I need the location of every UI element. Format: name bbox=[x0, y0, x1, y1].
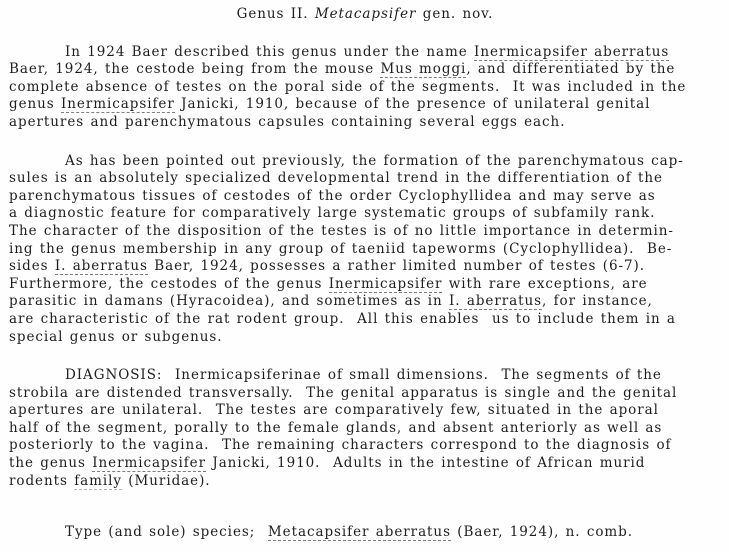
underlined-term: Inermicapsifer bbox=[61, 96, 175, 113]
text-run: are characteristic of the rat rodent group. All this enables us to include them in a bbox=[9, 310, 676, 327]
text-run: Furthermore, the cestodes of the genus bbox=[9, 275, 329, 292]
text-run: Baer, 1924, possesses a rather limited number of testes (6-7). bbox=[147, 258, 645, 275]
text-run: sules is an absolutely specialized developmental trend in the differentiation of the bbox=[9, 170, 663, 187]
text-line bbox=[9, 258, 721, 276]
underlined-term: Metacapsifer aberratus bbox=[267, 524, 451, 541]
text-run: DIAGNOSIS: Inermicapsiferinae of small dimensions. The segments of the bbox=[65, 367, 662, 384]
text-line bbox=[9, 524, 721, 542]
text-line bbox=[9, 114, 721, 132]
text-run: As has been pointed out previously, the formation of the parenchymatous cap- bbox=[65, 152, 684, 169]
text-run: , and differentiated by the bbox=[466, 61, 676, 78]
text-line bbox=[9, 96, 721, 114]
underlined-term: family bbox=[74, 472, 122, 489]
text-line bbox=[9, 79, 721, 97]
text-run: , for instance, bbox=[542, 293, 653, 310]
text-run: Janicki, 1910, because of the presence of unilateral genital bbox=[174, 96, 651, 113]
text-line bbox=[9, 61, 721, 79]
text-run: Baer, 1924, the cestode being from the mouse bbox=[9, 61, 381, 78]
text-run: The character of the disposition of the testes is of no little importance in determin- bbox=[9, 222, 674, 239]
text-line bbox=[9, 205, 721, 223]
text-line bbox=[9, 420, 721, 438]
text-line bbox=[9, 153, 721, 171]
underlined-term: Inermicapsifer bbox=[328, 275, 443, 292]
text-line bbox=[9, 329, 721, 347]
text-run: sides bbox=[9, 258, 55, 275]
text-line bbox=[9, 402, 721, 420]
text-run: parasitic in damans (Hyracoidea), and sometimes as in bbox=[9, 293, 450, 310]
text-run: (Muridae). bbox=[121, 472, 211, 489]
text-line bbox=[9, 437, 721, 455]
underlined-term: Mus moggi bbox=[380, 61, 467, 78]
text-line bbox=[9, 170, 721, 188]
underlined-term: I. aberratus bbox=[449, 293, 543, 310]
text-run: parenchymatous tissues of cestodes of the order Cyclophyllidea and may serve as bbox=[9, 187, 656, 204]
text-run: the genus bbox=[9, 455, 93, 472]
text-run: In 1924 Baer described this genus under the name bbox=[65, 43, 475, 60]
text-run: Janicki, 1910. Adults in the intestine of African murid bbox=[206, 455, 646, 472]
text-line bbox=[9, 223, 721, 241]
document-title bbox=[9, 6, 721, 24]
text-line bbox=[9, 385, 721, 403]
text-line bbox=[9, 311, 721, 329]
paragraph bbox=[9, 44, 721, 132]
text-run: ing the genus membership in any group of taeniid tapeworms (Cyclophyllidea). Be- bbox=[9, 240, 673, 257]
text-run: strobila are distended transversally. The genital apparatus is single and the genital bbox=[9, 384, 678, 401]
text-run: rodents bbox=[9, 472, 75, 489]
text-run: with rare exceptions, are bbox=[442, 275, 648, 292]
underlined-term: Inermicapsifer aberratus bbox=[474, 43, 670, 60]
document-body bbox=[9, 44, 721, 542]
underlined-term: Inermicapsifer bbox=[92, 455, 207, 472]
underlined-term: I. aberratus bbox=[54, 258, 148, 275]
text-run: apertures are unilateral. The testes are comparatively few, situated in the aporal bbox=[9, 402, 659, 419]
paragraph bbox=[9, 367, 721, 490]
text-run: a diagnostic feature for comparatively large systematic groups of subfamily rank. bbox=[9, 205, 656, 222]
text-line bbox=[9, 276, 721, 294]
text-run: posteriorly to the vagina. The remaining characters correspond to the diagnosis of bbox=[9, 437, 672, 454]
paragraph bbox=[9, 153, 721, 347]
text-run: genus bbox=[9, 96, 61, 113]
text-line bbox=[9, 367, 721, 385]
text-line bbox=[9, 241, 721, 259]
text-line bbox=[9, 473, 721, 491]
italic-term: Metacapsifer bbox=[314, 6, 417, 22]
text-run: (Baer, 1924), n. comb. bbox=[450, 524, 633, 541]
paragraph bbox=[9, 524, 721, 542]
text-run: Type (and sole) species; bbox=[65, 524, 268, 541]
text-line bbox=[9, 188, 721, 206]
text-run: gen. nov. bbox=[416, 6, 494, 22]
text-line bbox=[9, 44, 721, 62]
text-run: half of the segment, porally to the female glands, and absent anteriorly as well as bbox=[9, 419, 663, 436]
text-line bbox=[9, 293, 721, 311]
text-run: special genus or subgenus. bbox=[9, 328, 223, 345]
text-run: apertures and parenchymatous capsules containing several eggs each. bbox=[9, 113, 566, 130]
text-line bbox=[9, 455, 721, 473]
text-run: Genus II. bbox=[236, 6, 315, 22]
text-run: complete absence of testes on the poral side of the segments. It was included in the bbox=[9, 78, 687, 95]
